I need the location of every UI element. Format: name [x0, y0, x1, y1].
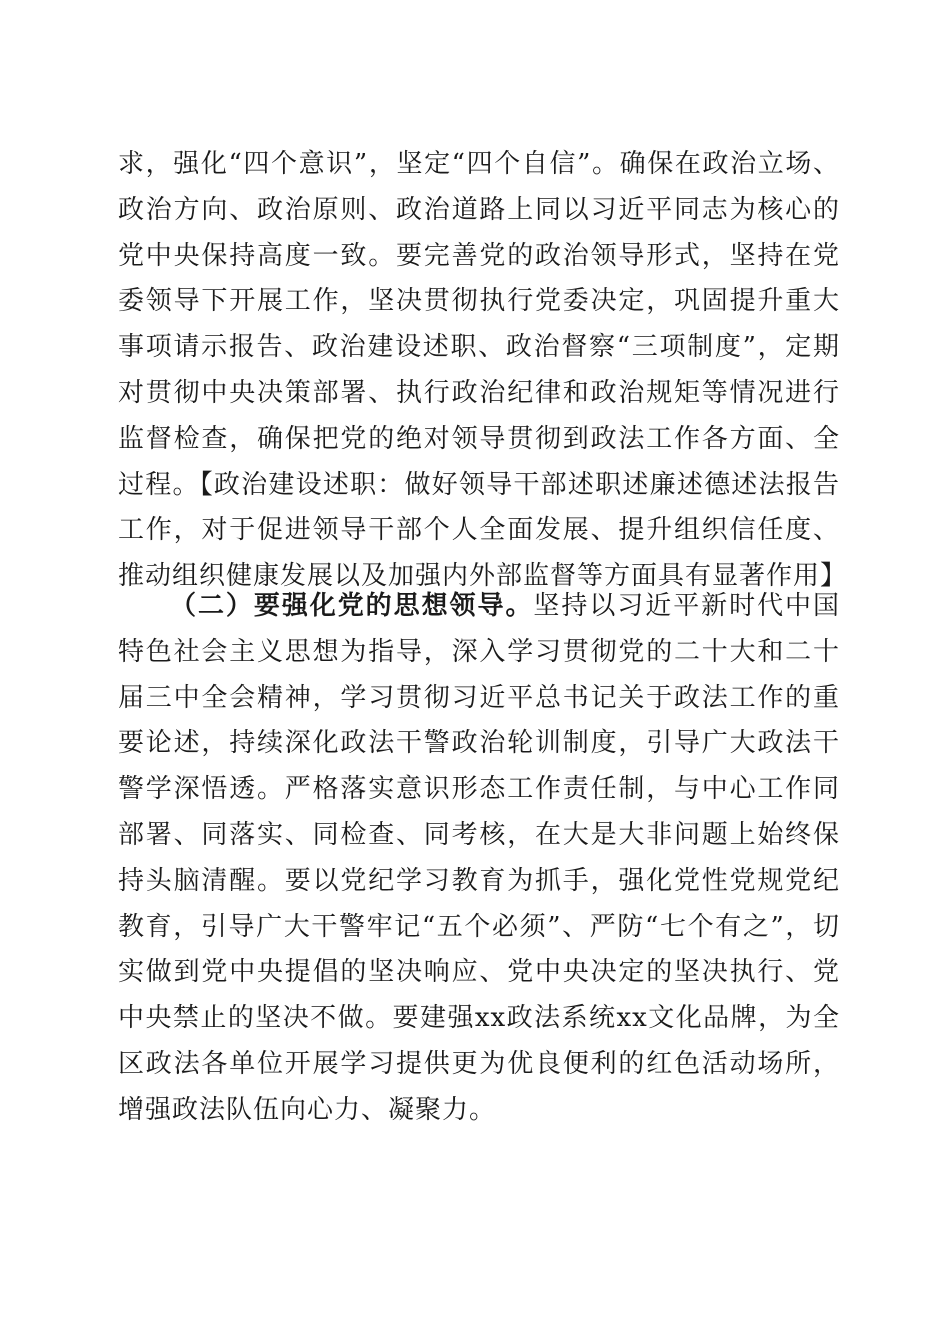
- paragraph-ideological-leadership: [118, 584, 840, 1134]
- paragraph-ideological-leadership-body: 坚持以习近平新时代中国特色社会主义思想为指导，深入学习贯彻党的二十大和二十届三中全会精神，学习贯彻习近平总书记关于政法工作的重要论述，持续深化政法干警政治轮训制度，引导广大政法干警学深悟透。严格落实意识形态工作责任制，与中心工作同部署、同落实、同检查、同考核，在大是大非问题上始终保持头脑清醒。要以党纪学习教育为抓手，强化党性党规党纪教育，引导广大干警牢记“五个必须”、严防“七个有之”，切实做到党中央提倡的坚决响应、党中央决定的坚决执行、党中央禁止的坚决不做。要建强xx政法系统xx文化品牌，为全区政法各单位开展学习提供更为优良便利的红色活动场所，增强政法队伍向心力、凝聚力。: [118, 591, 840, 1125]
- section-heading-ideological-leadership: （二）要强化党的思想领导。: [170, 591, 534, 621]
- paragraph-political-leadership: 求，强化“四个意识”，坚定“四个自信”。确保在政治立场、政治方向、政治原则、政治道路上同以习近平同志为核心的党中央保持高度一致。要完善党的政治领导形式，坚持在党委领导下开展工作，坚决贯彻执行党委决定，巩固提升重大事项请示报告、政治建设述职、政治督察“三项制度”，定期对贯彻中央决策部署、执行政治纪律和政治规矩等情况进行监督检查，确保把党的绝对领导贯彻到政法工作各方面、全过程。【政治建设述职：做好领导干部述职述廉述德述法报告工作，对于促进领导干部个人全面发展、提升组织信任度、推动组织健康发展以及加强内外部监督等方面具有显著作用】: [118, 149, 848, 592]
